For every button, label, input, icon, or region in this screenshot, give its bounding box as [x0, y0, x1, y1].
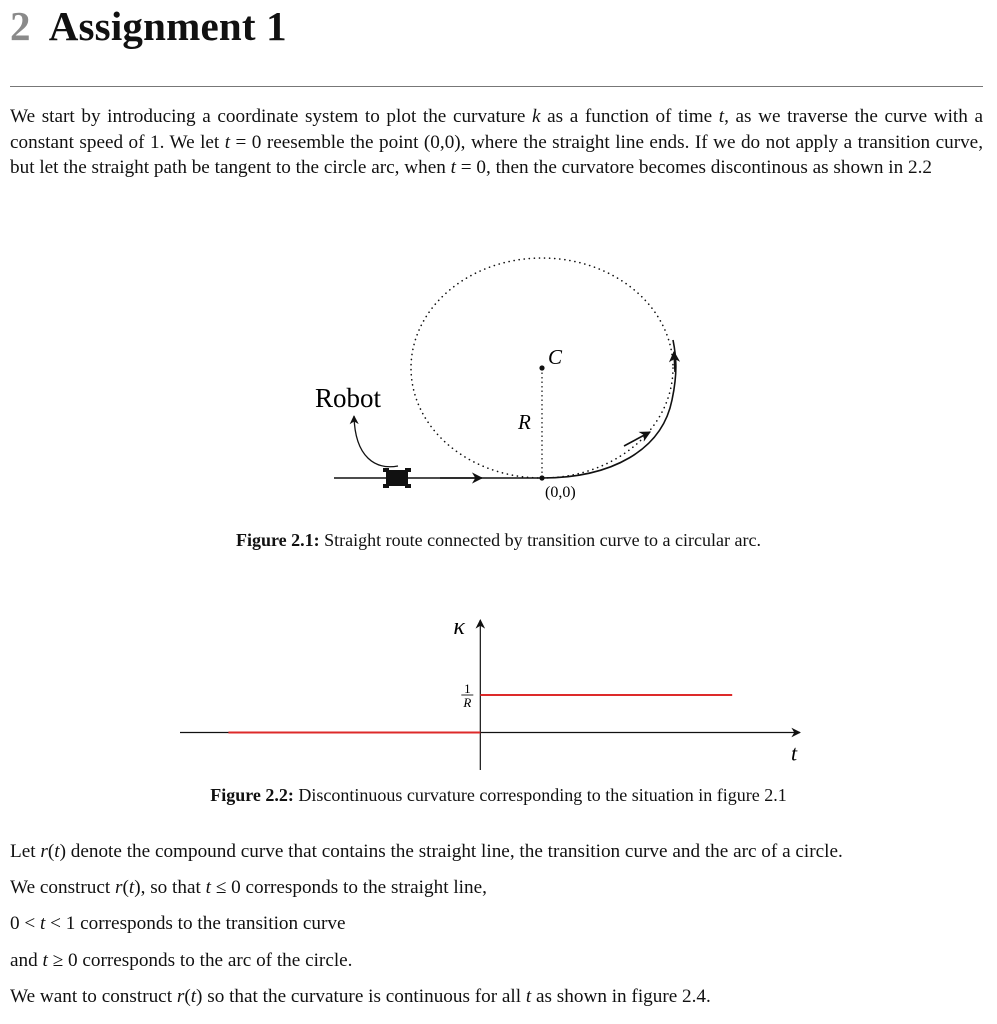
label-robot: Robot [315, 383, 382, 413]
circular-arc [542, 340, 676, 478]
intro-paragraph: We start by introducing a coordinate system to plot the curvature k as a function of time t, as we traverse the curve with a constant speed of 1. We let t = 0 reesemble the point (0,0), where the straight line ends. If we do not apply a transition curve, but let the straight path be tangent to the circle arc, when t = 0, then the curvatore becomes discontinous as shown in 2.2 [10, 106, 983, 178]
body-line-4: and t ≥ 0 corresponds to the arc of the circle. [10, 950, 353, 971]
y-axis-label: κ [453, 614, 465, 640]
arc-arrow-upper [674, 352, 675, 372]
y-tick-denominator: R [463, 695, 472, 710]
y-tick-numerator: 1 [464, 681, 471, 696]
robot-icon [383, 468, 411, 488]
x-axis-label: t [791, 740, 798, 766]
center-point [539, 365, 544, 370]
section-number: 2 [10, 3, 31, 49]
heading-rule [10, 86, 983, 87]
figure-2-2-chart [0, 600, 997, 770]
section-heading [10, 2, 287, 50]
label-center: C [548, 345, 563, 369]
figure-2-1-caption: Figure 2.1: Straight route connected by transition curve to a circular arc. [236, 530, 761, 550]
figure-2-1-diagram [0, 240, 997, 520]
origin-point [539, 475, 544, 480]
label-radius: R [518, 410, 531, 434]
body-line-2: We construct r(t), so that t ≤ 0 corresponds to the straight line, [10, 877, 487, 898]
robot-pointer-arrow [354, 416, 398, 467]
body-line-1: Let r(t) denote the compound curve that contains the straight line, the transition curve and the arc of a circle. [10, 841, 843, 862]
section-title: Assignment 1 [48, 3, 287, 49]
label-origin: (0,0) [545, 484, 576, 501]
figure-2-2-caption: Figure 2.2: Discontinuous curvature corresponding to the situation in figure 2.1 [210, 785, 787, 805]
var-k: k [532, 106, 541, 127]
body-line-5: We want to construct r(t) so that the curvature is continuous for all t as shown in figure 2.4. [10, 986, 711, 1007]
body-line-3: 0 < t < 1 corresponds to the transition curve [10, 913, 346, 934]
